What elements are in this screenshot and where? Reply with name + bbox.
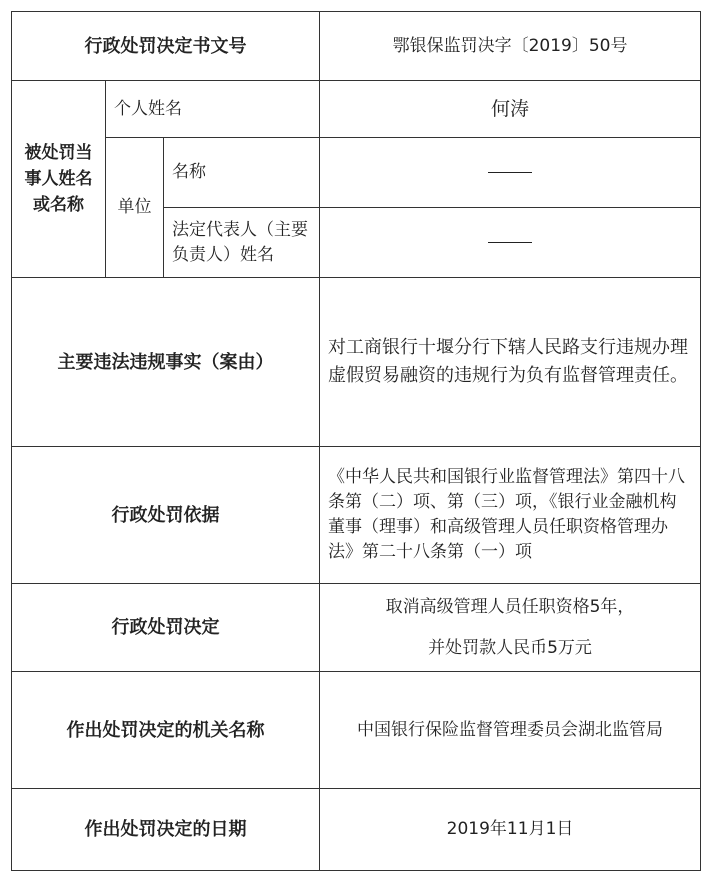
authority-label: 作出处罚决定的机关名称 bbox=[12, 672, 320, 789]
authority-value: 中国银行保险监督管理委员会湖北监管局 bbox=[320, 672, 701, 789]
unit-label: 单位 bbox=[106, 138, 164, 278]
party-label: 被处罚当事人姓名或名称 bbox=[12, 81, 106, 278]
row-date bbox=[12, 789, 701, 871]
unit-name-label: 名称 bbox=[164, 138, 320, 208]
row-unit-name bbox=[12, 138, 701, 208]
dash-mark bbox=[488, 172, 532, 173]
row-doc-number bbox=[12, 12, 701, 81]
dash-mark bbox=[488, 242, 532, 243]
individual-label: 个人姓名 bbox=[106, 81, 320, 138]
row-decision bbox=[12, 584, 701, 672]
individual-value: 何涛 bbox=[320, 81, 701, 138]
row-individual bbox=[12, 81, 701, 138]
decision-value bbox=[320, 584, 701, 672]
legal-rep-value bbox=[320, 208, 701, 278]
row-facts bbox=[12, 278, 701, 447]
row-basis bbox=[12, 447, 701, 584]
legal-rep-label: 法定代表人（主要负责人）姓名 bbox=[164, 208, 320, 278]
row-authority bbox=[12, 672, 701, 789]
basis-label: 行政处罚依据 bbox=[12, 447, 320, 584]
facts-value: 对工商银行十堰分行下辖人民路支行违规办理虚假贸易融资的违规行为负有监督管理责任。 bbox=[320, 278, 701, 447]
doc-number-label: 行政处罚决定书文号 bbox=[12, 12, 320, 81]
basis-value: 《中华人民共和国银行业监督管理法》第四十八条第（二）项、第（三）项，《银行业金融机构董事（理事）和高级管理人员任职资格管理办法》第二十八条第（一）项 bbox=[320, 447, 701, 584]
date-value: 2019年11月1日 bbox=[320, 789, 701, 871]
decision-label: 行政处罚决定 bbox=[12, 584, 320, 672]
decision-line-1: 取消高级管理人员任职资格5年， bbox=[385, 596, 635, 617]
unit-name-value bbox=[320, 138, 701, 208]
penalty-table bbox=[11, 11, 701, 871]
doc-number-value: 鄂银保监罚决字〔2019〕50号 bbox=[320, 12, 701, 81]
date-label: 作出处罚决定的日期 bbox=[12, 789, 320, 871]
decision-line-2: 并处罚款人民币5万元 bbox=[428, 637, 592, 658]
facts-label: 主要违法违规事实（案由） bbox=[12, 278, 320, 447]
